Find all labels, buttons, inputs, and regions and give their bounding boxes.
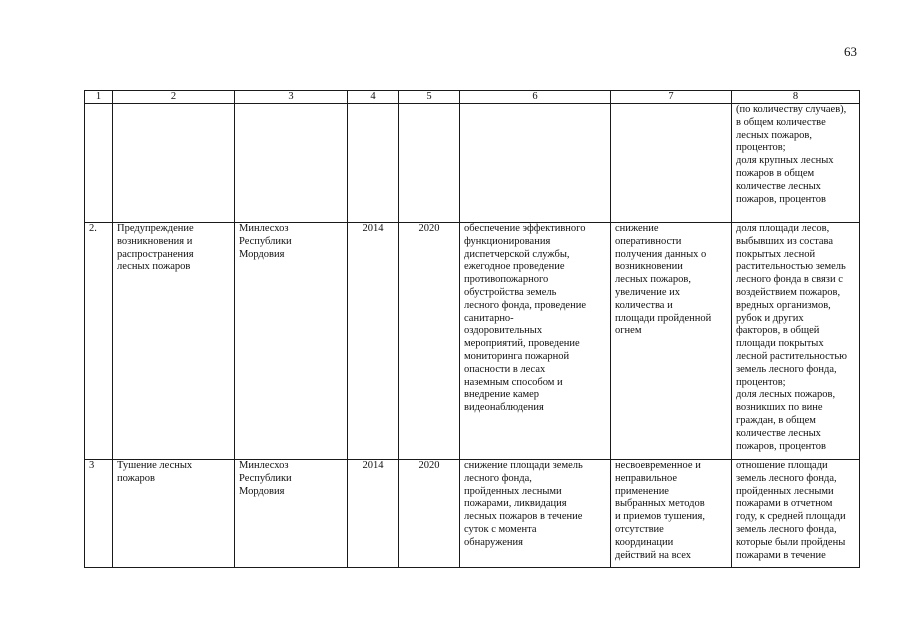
column-header: 6 xyxy=(460,91,611,104)
non-implementation-consequences: несвоевременное и неправильное применение выбранных методов и приемов тушения, отсутствие координации действий на всех xyxy=(611,460,732,568)
column-header: 8 xyxy=(732,91,860,104)
column-header: 4 xyxy=(348,91,399,104)
end-year xyxy=(399,104,460,223)
executor: Минлесхоз Республики Мордовия xyxy=(235,460,348,568)
non-implementation-consequences: снижение оперативности получения данных о возникновении лесных пожаров, увеличение их количества и площади пройденной огнем xyxy=(611,223,732,460)
column-header: 3 xyxy=(235,91,348,104)
expected-result: обеспечение эффективного функционирования диспетчерской службы, ежегодное проведение противопожарного обустройства земель лесного фонда, проведение санитарно- оздоровительных мероприятий, проведение мониторинга пожарной опасности в лесах наземным способом и внедрение камер видеонаблюдения xyxy=(460,223,611,460)
row-number xyxy=(85,104,113,223)
start-year: 2014 xyxy=(348,460,399,568)
measure-name xyxy=(113,104,235,223)
executor xyxy=(235,104,348,223)
measure-name: Предупреждение возникновения и распространения лесных пожаров xyxy=(113,223,235,460)
related-indicators: (по количеству случаев), в общем количестве лесных пожаров, процентов; доля крупных лесных пожаров в общем количестве лесных пожаров, процентов xyxy=(732,104,860,223)
expected-result xyxy=(460,104,611,223)
end-year: 2020 xyxy=(399,460,460,568)
program-measures-table xyxy=(84,90,860,568)
column-header: 7 xyxy=(611,91,732,104)
column-header: 1 xyxy=(85,91,113,104)
table-row xyxy=(85,104,860,223)
header-row xyxy=(85,91,860,104)
non-implementation-consequences xyxy=(611,104,732,223)
related-indicators: доля площади лесов, выбывших из состава покрытых лесной растительностью земель лесного фонда в связи с воздействием пожаров, вредных организмов, рубок и других факторов, в общей площади покрытых лесной растительностью земель лесного фонда, процентов; доля лесных пожаров, возникших по вине граждан, в общем количестве лесных пожаров, процентов xyxy=(732,223,860,460)
related-indicators: отношение площади земель лесного фонда, пройденных лесными пожарами в отчетном году, к средней площади земель лесного фонда, которые были пройдены пожарами в течение xyxy=(732,460,860,568)
end-year: 2020 xyxy=(399,223,460,460)
executor: Минлесхоз Республики Мордовия xyxy=(235,223,348,460)
start-year xyxy=(348,104,399,223)
column-header: 2 xyxy=(113,91,235,104)
table-row xyxy=(85,223,860,460)
row-number: 3 xyxy=(85,460,113,568)
expected-result: снижение площади земель лесного фонда, пройденных лесными пожарами, ликвидация лесных пожаров в течение суток с момента обнаружения xyxy=(460,460,611,568)
start-year: 2014 xyxy=(348,223,399,460)
page-number: 63 xyxy=(844,44,857,59)
table-row xyxy=(85,460,860,568)
row-number: 2. xyxy=(85,223,113,460)
column-header: 5 xyxy=(399,91,460,104)
measure-name: Тушение лесных пожаров xyxy=(113,460,235,568)
